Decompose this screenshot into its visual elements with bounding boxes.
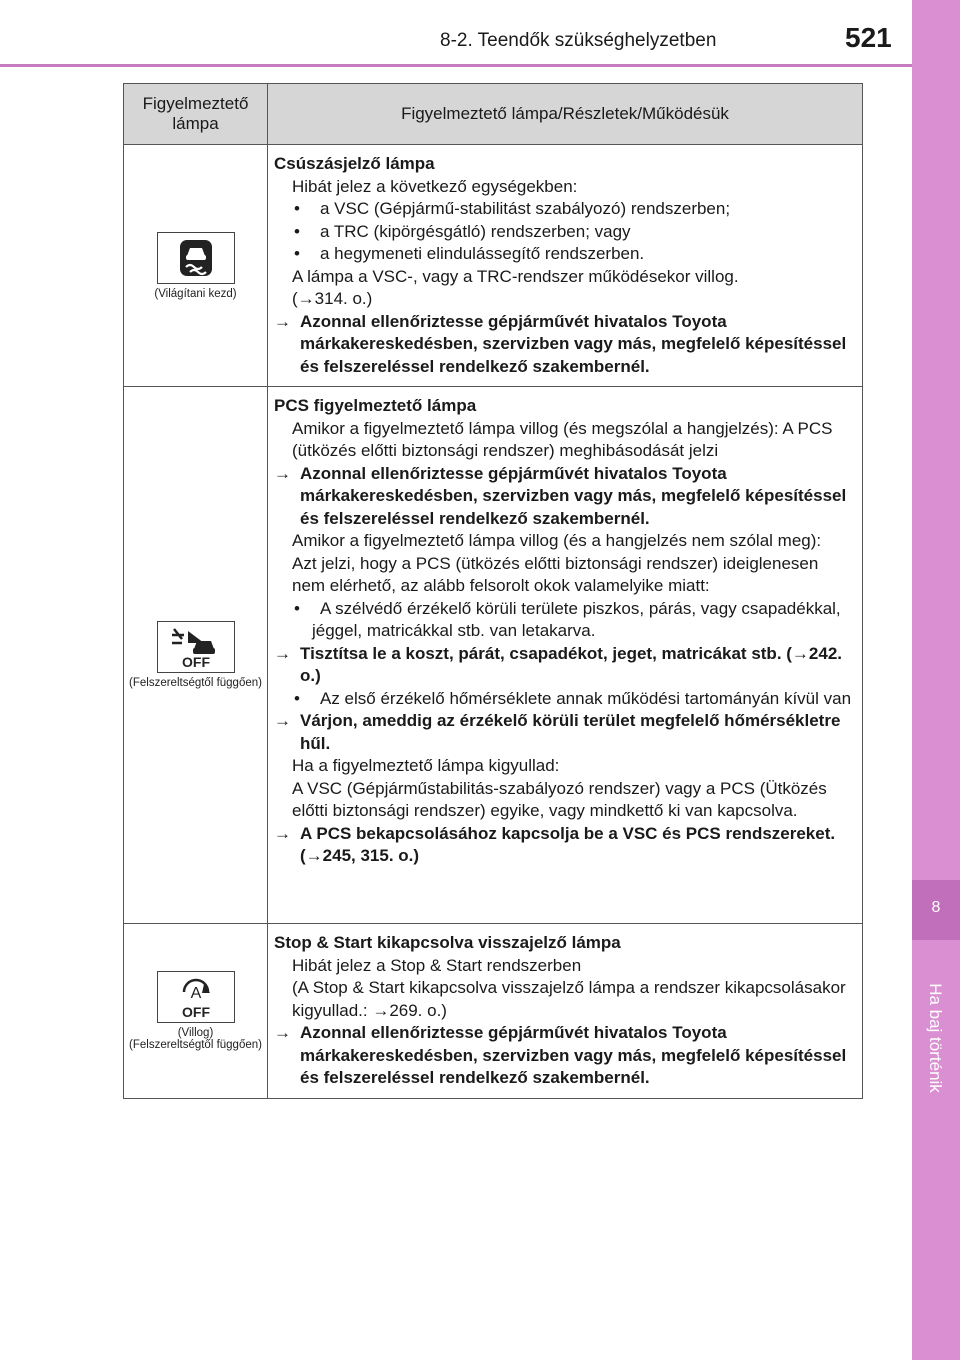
svg-text:OFF: OFF [181, 654, 210, 669]
table-row [124, 924, 863, 1099]
header-rule [0, 64, 912, 67]
paragraph: (A Stop & Start kikapcsolva visszajelző lámpa a rendszer kikapcsolásakor kigyullad.: →269. o.) [292, 978, 846, 1020]
bullet-item: • A szélvédő érzékelő körüli területe piszkos, párás, vagy csapadékkal, jéggel, matricákkal stb. van letakarva. [294, 598, 841, 640]
lamp-caption: (Felszereltségtől függően) [129, 1038, 262, 1051]
lamp-cell [124, 145, 268, 387]
paragraph: Azt jelzi, hogy a PCS (ütközés előtti biztonsági rendszer) ideiglenesen nem elérhető, az alább felsorolt okok valamelyike miatt: [292, 553, 819, 595]
details-cell [268, 387, 863, 924]
column-header-lamp: Figyelmeztető lámpa [124, 84, 268, 145]
lamp-cell [124, 387, 268, 924]
chapter-label [920, 965, 950, 1110]
details-cell [268, 145, 863, 387]
bullet-item: • a VSC (Gépjármű-stabilitást szabályozó) rendszerben; [294, 199, 731, 218]
lamp-caption: (Világítani kezd) [154, 287, 237, 300]
svg-text:OFF: OFF [181, 1003, 210, 1020]
lamp-cell [124, 924, 268, 1099]
lamp-title: PCS figyelmeztető lámpa [274, 396, 477, 415]
action-item: → Várjon, ameddig az érzékelő körüli terület megfelelő hőmérsékletre hűl. [274, 711, 841, 753]
action-item: → A PCS bekapcsolásához kapcsolja be a VSC és PCS rendszereket. (→245, 315. o.) [274, 823, 836, 865]
paragraph: Hibát jelez a Stop & Start rendszerben [292, 955, 582, 975]
chapter-number: 8 [912, 880, 960, 940]
column-header-details: Figyelmeztető lámpa/Részletek/Működésük [268, 84, 863, 145]
lamp-title: Stop & Start kikapcsolva visszajelző lámpa [274, 933, 621, 952]
svg-text:A: A [190, 984, 201, 1002]
table-header-row [124, 84, 863, 145]
bullet-item: • Az első érzékelő hőmérséklete annak működési tartományán kívül van [294, 688, 852, 708]
stop-start-off-icon [157, 971, 235, 1023]
details-cell [268, 924, 863, 1099]
pcs-warning-icon [157, 621, 235, 673]
table-row [124, 145, 863, 387]
paragraph: Hibát jelez a következő egységekben: [292, 176, 578, 196]
paragraph: Ha a figyelmeztető lámpa kigyullad: [292, 756, 560, 775]
paragraph: Amikor a figyelmeztető lámpa villog (és megszólal a hangjelzés): A PCS (ütközés előtti biztonsági rendszer) meghibásodását jelzi [292, 418, 833, 460]
action-item: → Azonnal ellenőriztesse gépjárművét hivatalos Toyota márkakereskedésben, szervizben vagy más, megfelelő képesítéssel és felszereléssel rendelkező szakembernél. [274, 1023, 847, 1087]
slip-indicator-icon [157, 232, 235, 284]
page-reference: (→314. o.) [292, 289, 373, 308]
action-item: → Azonnal ellenőriztesse gépjárművét hivatalos Toyota márkakereskedésben, szervizben vagy más, megfelelő képesítéssel és felszereléssel rendelkező szakembernél. [274, 311, 847, 376]
chapter-side-tab [912, 0, 960, 1360]
bullet-item: • a TRC (kipörgésgátló) rendszerben; vagy [294, 221, 631, 241]
page-number: 521 [845, 22, 892, 53]
action-item: → Tisztítsa le a koszt, párát, csapadékot, jeget, matricákat stb. (→242. o.) [274, 643, 843, 685]
section-title: 8-2. Teendők szükséghelyzetben [440, 30, 717, 51]
paragraph: Amikor a figyelmeztető lámpa villog (és a hangjelzés nem szólal meg): [292, 531, 822, 550]
lamp-caption: (Villog) [177, 1026, 214, 1039]
action-item: → Azonnal ellenőriztesse gépjárművét hivatalos Toyota márkakereskedésben, szervizben vagy más, megfelelő képesítéssel és felszereléssel rendelkező szakembernél. [274, 463, 847, 528]
paragraph: A VSC (Gépjárműstabilitás-szabályozó rendszer) vagy a PCS (Ütközés előtti biztonsági rendszer) egyike, vagy mindkettő ki van kapcsolva. [292, 778, 827, 820]
bullet-item: • a hegymeneti elindulássegítő rendszerben. [294, 244, 645, 263]
lamp-caption: (Felszereltségtől függően) [129, 677, 262, 689]
warning-lamp-table [123, 83, 863, 1099]
lamp-title: Csúszásjelző lámpa [274, 154, 435, 173]
paragraph: A lámpa a VSC-, vagy a TRC-rendszer működésekor villog. [292, 266, 739, 286]
table-row [124, 387, 863, 924]
chapter-label-text: Ha baj történik [926, 982, 945, 1093]
